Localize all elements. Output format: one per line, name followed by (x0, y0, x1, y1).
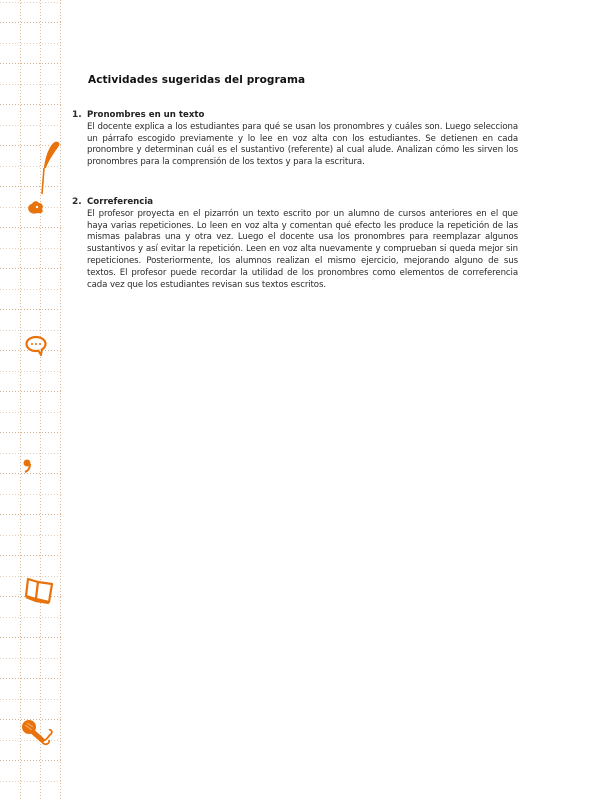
activity-body: El docente explica a los estudiantes para qué se usan los pronombres y cuáles son. Luego selecciona un párrafo escogido previamente y lo lee en voz alta con los estudiantes. Se detienen en cada pronombre y determinan cuál es el sustantivo (referente) al cual alude. Analizan cómo les sirven los pronombres para la comprensión de los textos y para la escritura. (87, 121, 518, 168)
activity-item-1 (72, 110, 520, 169)
activity-number: 1. (72, 110, 82, 120)
activity-title: Pronombres en un texto (87, 110, 205, 120)
activity-number: 2. (72, 197, 82, 207)
section-heading: Actividades sugeridas del programa (88, 74, 306, 86)
ink-blot-icon (26, 199, 46, 215)
activity-body: El profesor proyecta en el pizarrón un texto escrito por un alumno de cursos anteriores en el que haya varias repeticiones. Lo leen en voz alta y comentan qué efecto les produce la repetición de las mismas palabras una y otra vez. Luego el docente usa los pronombres para reemplazar algunos sustantivos y así evitar la repetición. Leen en voz alta nuevamente y comprueban si queda mejor sin repeticiones. Posteriormente, los alumnos realizan el mismo ejercicio, mejorando alguno de sus textos. El profesor puede recordar la utilidad de los pronombres como elementos de correferencia cada vez que los estudiantes revisan sus textos escritos. (87, 208, 518, 290)
activity-item-2 (72, 197, 520, 291)
quill-pen-icon (34, 138, 62, 196)
microphone-icon (20, 718, 56, 748)
speech-bubble-icon (24, 334, 48, 356)
activity-title: Correferencia (87, 197, 154, 207)
open-book-icon (22, 575, 56, 605)
margin-grid-lines-secondary (0, 0, 62, 800)
comma-icon (22, 459, 32, 473)
